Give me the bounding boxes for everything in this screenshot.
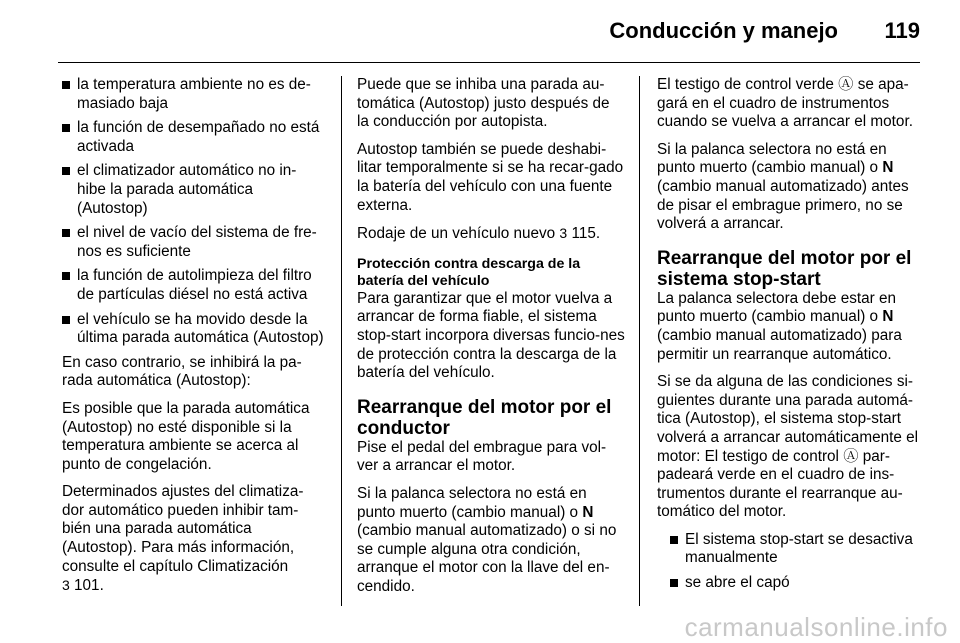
column-divider — [341, 76, 342, 606]
paragraph: Puede que se inhiba una parada au-tomática (Autostop) justo después de la conducción por autopista. — [357, 76, 610, 131]
list-item: la función de autolimpieza del filtro de partículas diésel no está activa — [62, 267, 324, 304]
cross-reference-arrow-icon: 3 — [559, 225, 568, 242]
page-header — [0, 0, 960, 60]
paragraph: Autostop también se puede deshabi-litar temporalmente si se ha recar-gado la batería del vehículo con una fuente externa. — [357, 140, 624, 214]
column-divider — [639, 76, 640, 606]
list-item: el nivel de vacío del sistema de fre-nos es suficiente — [62, 224, 324, 261]
gear-position-n: N — [582, 503, 594, 521]
paragraph: Rodaje de un vehículo nuevo 3 115. — [357, 225, 601, 243]
conditions-list — [62, 76, 324, 348]
gear-position-n: N — [882, 308, 894, 326]
section-heading: Rearranque del motor por el sistema stop-start — [657, 247, 912, 290]
restart-conditions-list — [657, 531, 925, 593]
bullet-square-icon — [670, 579, 678, 587]
paragraph: Para garantizar que el motor vuelva a arrancar de forma fiable, el sistema stop-start incorpora diversas funcio-nes de protección contra la descarga de la batería del vehículo. — [357, 289, 625, 382]
paragraph: Si la palanca selectora no está en punto muerto (cambio manual) o N (cambio manual automatizado) antes de pisar el embrague primero, no se volverá a arrancar. — [657, 140, 909, 233]
list-item: El sistema stop-start se desactiva manualmente — [657, 531, 925, 568]
header-rule — [58, 62, 920, 63]
autostop-indicator-icon: Ⓐ — [838, 76, 854, 93]
paragraph: Si la palanca selectora no está en punto muerto (cambio manual) o N (cambio manual automatizado) o si no se cumple alguna otra condición, arranque el motor con la llave del en-cendido. — [357, 484, 617, 595]
bullet-square-icon — [62, 124, 70, 132]
list-item: la función de desempañado no está activada — [62, 119, 324, 156]
bullet-square-icon — [62, 272, 70, 280]
subheading: Protección contra descarga de la batería del vehículo — [357, 255, 581, 289]
cross-reference-link[interactable]: 101. — [74, 577, 104, 595]
paragraph: Determinados ajustes del climatiza-dor automático pueden inhibir tam-bién una parada automática (Autostop). Para más información, consulte el capítulo Climatización 3 101. — [62, 483, 304, 595]
list-item: se abre el capó — [657, 574, 925, 593]
paragraph: Pise el pedal del embrague para vol-ver a arrancar el motor. — [357, 438, 607, 475]
column-2 — [357, 76, 625, 605]
paragraph: La palanca selectora debe estar en punto muerto (cambio manual) o N (cambio manual automatizado) para permitir un rearranque automático. — [657, 289, 902, 363]
paragraph: El testigo de control verde Ⓐ se apa-gará en el cuadro de instrumentos cuando se vuelva a arrancar el motor. — [657, 76, 913, 131]
gear-position-n: N — [882, 159, 894, 177]
column-3 — [657, 76, 925, 599]
watermark: carmanualsonline.info — [684, 612, 948, 642]
bullet-square-icon — [62, 167, 70, 175]
paragraph: Si se da alguna de las condiciones si-guientes durante una parada automá-tica (Autostop), el sistema stop-start volverá a arrancar automáticamente el motor: El testigo de control Ⓐ par-padeará verde en el cuadro de ins-trumentos durante el rearranque au-tomático del motor. — [657, 373, 919, 521]
bullet-square-icon — [62, 229, 70, 237]
autostop-indicator-icon: Ⓐ — [843, 447, 859, 465]
bullet-square-icon — [62, 316, 70, 324]
cross-reference-arrow-icon: 3 — [62, 577, 70, 594]
bullet-square-icon — [670, 536, 678, 544]
section-heading: Rearranque del motor por el conductor — [357, 396, 612, 439]
column-1 — [62, 76, 324, 605]
list-item: la temperatura ambiente no es de-masiado baja — [62, 76, 324, 113]
section-title: Conducción y manejo — [609, 18, 838, 43]
list-item: el vehículo se ha movido desde la última parada automática (Autostop) — [62, 311, 324, 348]
paragraph: Es posible que la parada automática (Autostop) no esté disponible si la temperatura ambiente se acerca al punto de congelación. — [62, 399, 310, 473]
list-item: el climatizador automático no in-hibe la parada automática (Autostop) — [62, 162, 324, 218]
page-number: 119 — [884, 18, 920, 43]
cross-reference-link[interactable]: 115. — [571, 225, 601, 243]
paragraph: En caso contrario, se inhibirá la pa-rada automática (Autostop): — [62, 353, 302, 390]
bullet-square-icon — [62, 81, 70, 89]
